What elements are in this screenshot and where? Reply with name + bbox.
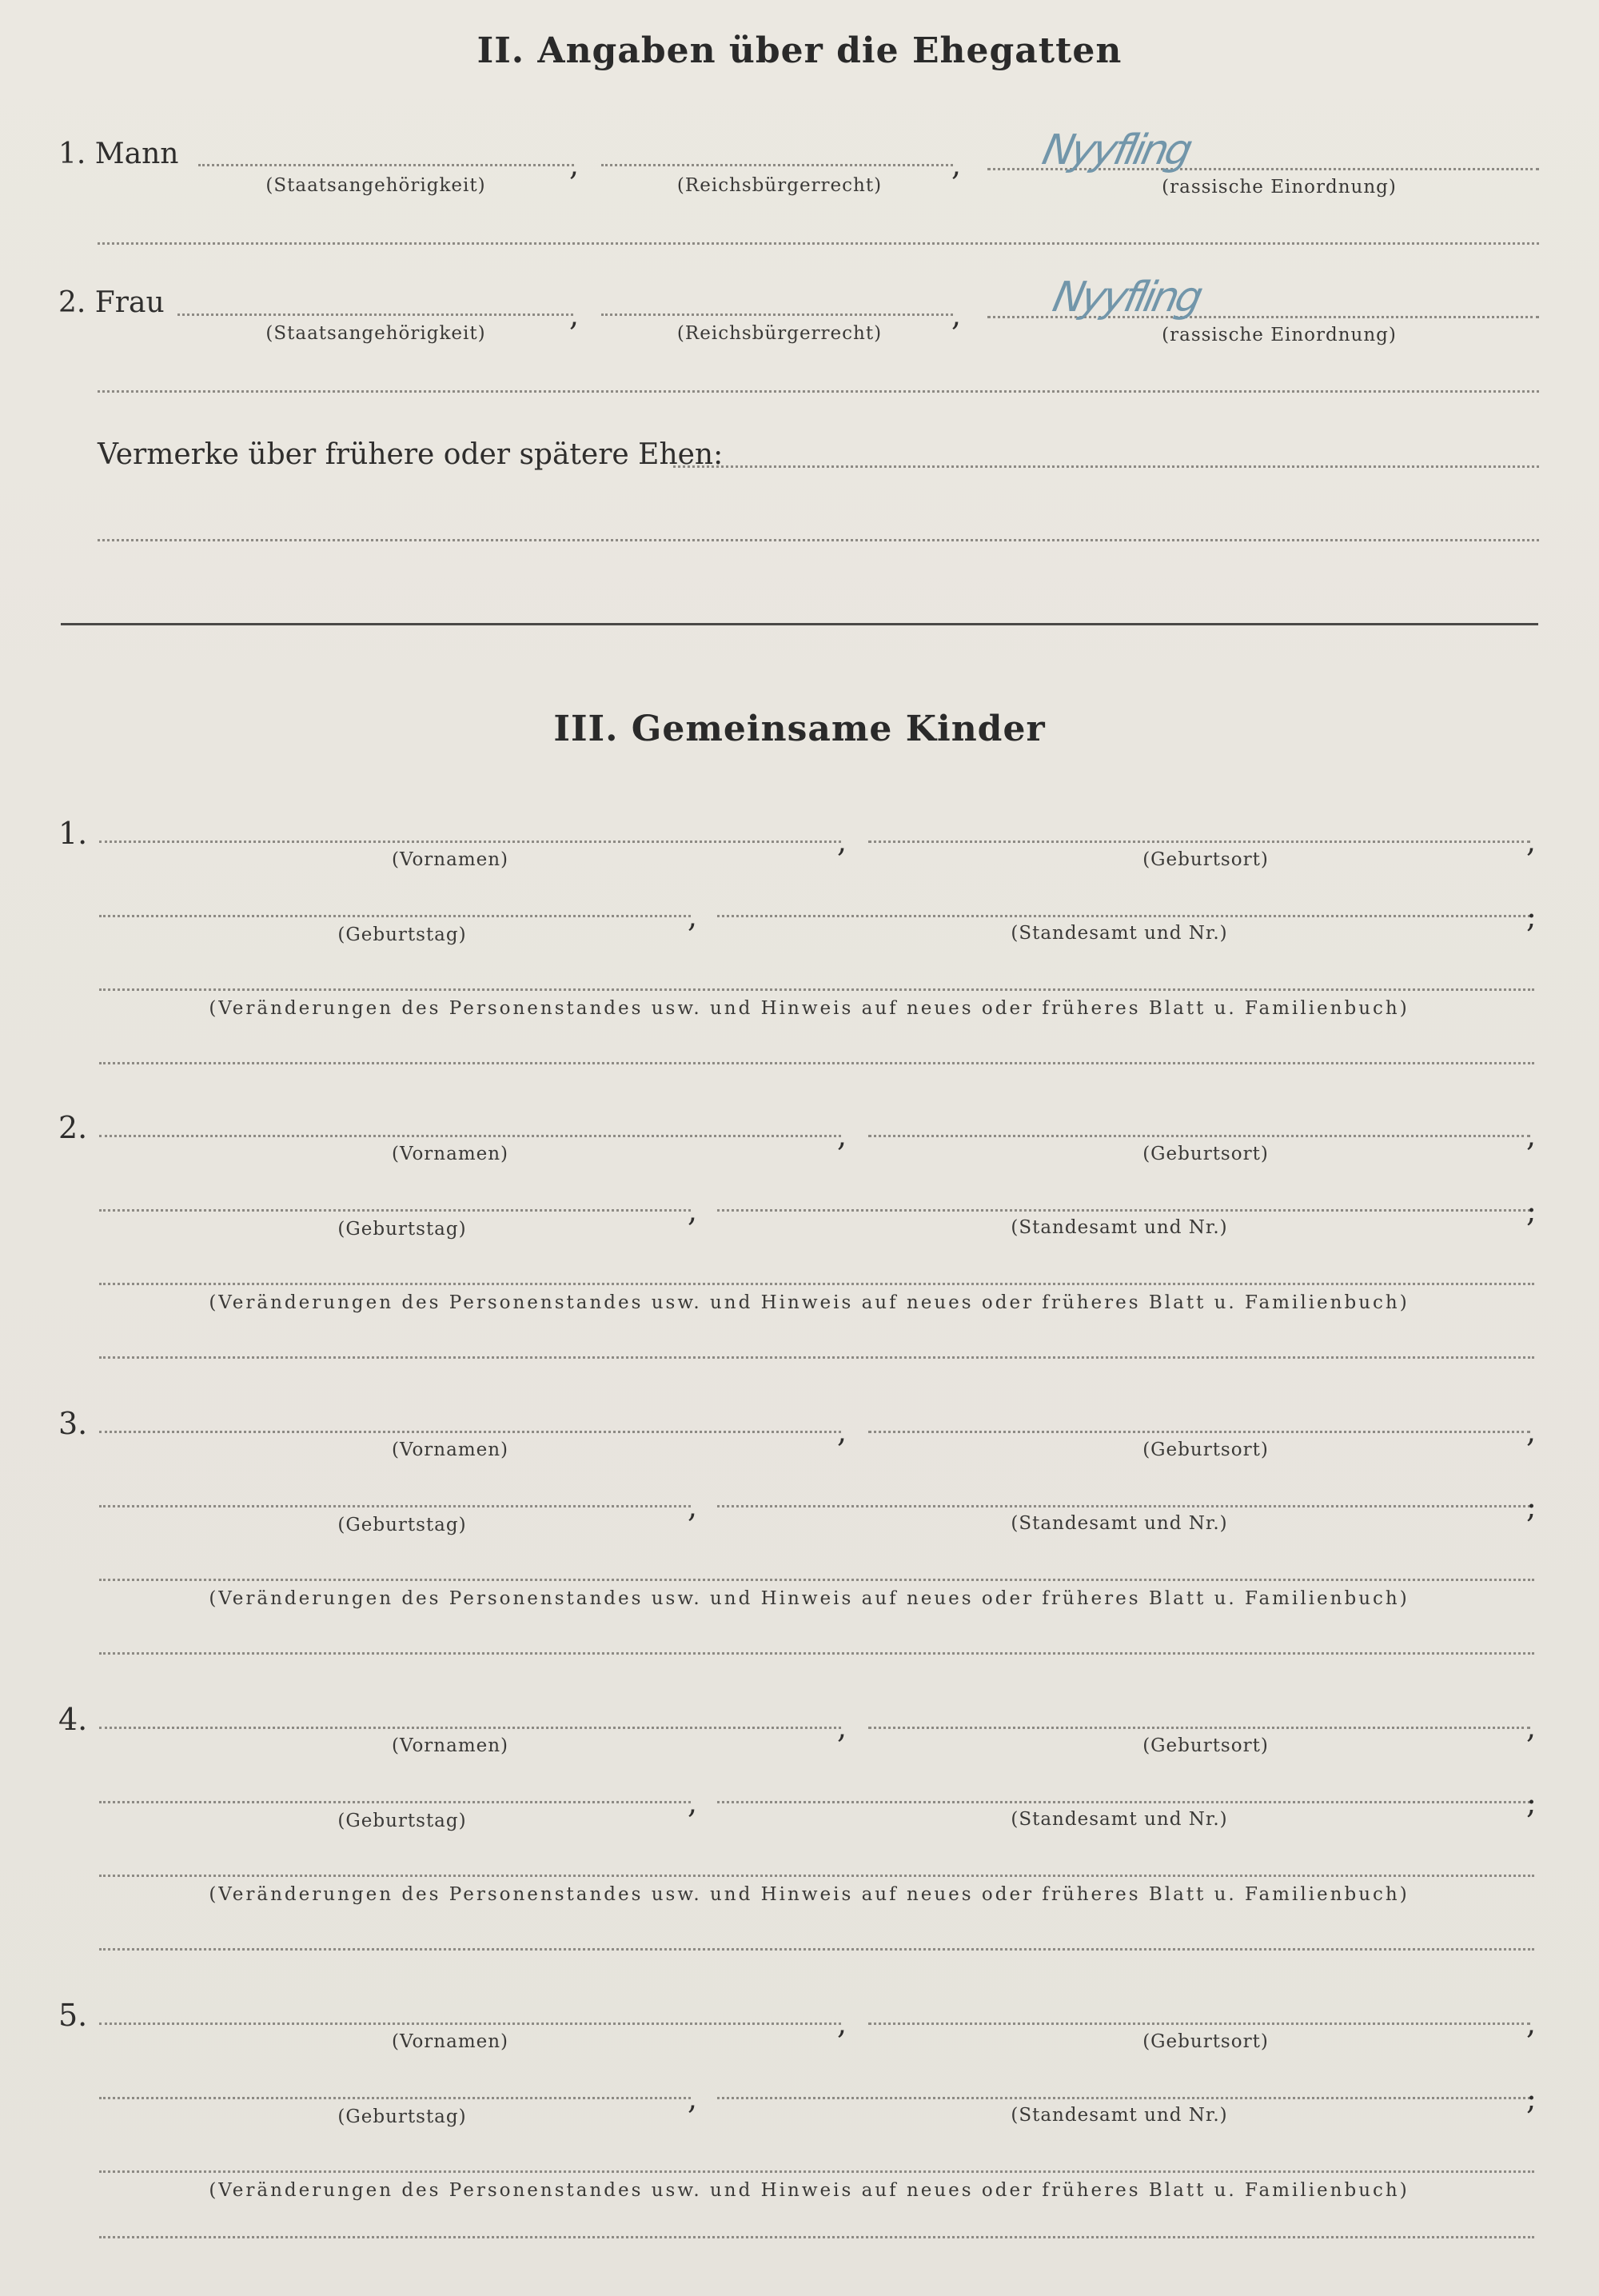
veraenderungen-field[interactable] xyxy=(99,988,1534,991)
caption-standesamt: (Standesamt und Nr.) xyxy=(1011,923,1228,944)
geburtsort-field[interactable] xyxy=(868,2022,1530,2025)
caption-rassische-einordnung: (rassische Einordnung) xyxy=(1162,177,1397,198)
comma: , xyxy=(688,1193,698,1228)
caption-staatsangehoerigkeit: (Staatsangehörigkeit) xyxy=(265,175,486,196)
comma: , xyxy=(1526,1710,1537,1745)
vornamen-field[interactable] xyxy=(99,1135,841,1137)
caption-veraenderungen: (Veränderungen des Personenstandes usw. und Hinweis auf neues oder früheres Blatt u. Familienbuch) xyxy=(209,998,1410,1019)
geburtstag-field[interactable] xyxy=(99,915,691,917)
vornamen-field[interactable] xyxy=(99,2022,841,2025)
comma: , xyxy=(1526,1118,1537,1153)
geburtsort-field[interactable] xyxy=(868,841,1530,843)
caption-vornamen: (Vornamen) xyxy=(391,849,509,870)
mann-label: 1. Mann xyxy=(58,138,179,170)
caption-veraenderungen: (Veränderungen des Personenstandes usw. und Hinweis auf neues oder früheres Blatt u. Familienbuch) xyxy=(209,2180,1410,2201)
child-number: 1. xyxy=(58,816,88,851)
semicolon: ; xyxy=(1526,1193,1537,1228)
caption-vornamen: (Vornamen) xyxy=(391,2031,509,2052)
vornamen-field[interactable] xyxy=(99,1727,841,1729)
geburtsort-field[interactable] xyxy=(868,1135,1530,1137)
comma: , xyxy=(688,1785,698,1820)
geburtsort-field[interactable] xyxy=(868,1431,1530,1433)
comma: , xyxy=(951,297,962,333)
caption-geburtsort: (Geburtsort) xyxy=(1142,1144,1269,1164)
vornamen-field[interactable] xyxy=(99,841,841,843)
caption-standesamt: (Standesamt und Nr.) xyxy=(1011,1809,1228,1830)
caption-geburtstag: (Geburtstag) xyxy=(337,1811,467,1831)
section-divider xyxy=(61,623,1538,625)
mann-extra-line[interactable] xyxy=(98,242,1539,245)
vermerke-field[interactable] xyxy=(673,465,1539,468)
extra-line[interactable] xyxy=(99,1356,1534,1359)
geburtstag-field[interactable] xyxy=(99,1505,691,1507)
caption-staatsangehoerigkeit: (Staatsangehörigkeit) xyxy=(265,323,486,344)
child-number: 3. xyxy=(58,1406,88,1441)
comma: , xyxy=(688,2081,698,2116)
caption-standesamt: (Standesamt und Nr.) xyxy=(1011,1513,1228,1534)
veraenderungen-field[interactable] xyxy=(99,1579,1534,1581)
comma: , xyxy=(837,1118,847,1153)
standesamt-field[interactable] xyxy=(717,2097,1530,2099)
caption-reichsbuergerrecht: (Reichsbürgerrecht) xyxy=(676,175,883,196)
caption-standesamt: (Standesamt und Nr.) xyxy=(1011,2105,1228,2126)
caption-geburtstag: (Geburtstag) xyxy=(337,1219,467,1240)
caption-veraenderungen: (Veränderungen des Personenstandes usw. und Hinweis auf neues oder früheres Blatt u. Familienbuch) xyxy=(209,1884,1410,1905)
vornamen-field[interactable] xyxy=(99,1431,841,1433)
semicolon: ; xyxy=(1526,1489,1537,1524)
child-number: 5. xyxy=(58,1998,88,2033)
frau-label: 2. Frau xyxy=(58,286,165,319)
caption-geburtstag: (Geburtstag) xyxy=(337,924,467,945)
caption-geburtsort: (Geburtsort) xyxy=(1142,849,1269,870)
extra-line[interactable] xyxy=(99,1652,1534,1655)
caption-reichsbuergerrecht: (Reichsbürgerrecht) xyxy=(676,323,883,344)
semicolon: ; xyxy=(1526,1785,1537,1820)
comma: , xyxy=(1526,1414,1537,1449)
comma: , xyxy=(837,824,847,859)
semicolon: ; xyxy=(1526,899,1537,934)
mann-staatsangehoerigkeit-field[interactable] xyxy=(198,164,574,166)
comma: , xyxy=(837,2006,847,2041)
caption-geburtstag: (Geburtstag) xyxy=(337,2106,467,2127)
extra-line[interactable] xyxy=(99,1062,1534,1064)
caption-geburtsort: (Geburtsort) xyxy=(1142,1735,1269,1756)
standesamt-field[interactable] xyxy=(717,1505,1530,1507)
frau-handwriting: Nyyfling xyxy=(1048,274,1205,321)
vermerke-label: Vermerke über frühere oder spätere Ehen: xyxy=(98,438,724,471)
standesamt-field[interactable] xyxy=(717,915,1530,917)
section-title-ehegatten: II. Angaben über die Ehegatten xyxy=(477,30,1122,71)
vermerke-extra-line[interactable] xyxy=(98,539,1539,541)
veraenderungen-field[interactable] xyxy=(99,1283,1534,1285)
mann-handwriting: Nyyfling xyxy=(1038,126,1194,174)
semicolon: ; xyxy=(1526,2081,1537,2116)
child-number: 2. xyxy=(58,1110,88,1145)
caption-veraenderungen: (Veränderungen des Personenstandes usw. und Hinweis auf neues oder früheres Blatt u. Familienbuch) xyxy=(209,1292,1410,1313)
frau-staatsangehoerigkeit-field[interactable] xyxy=(177,313,573,316)
veraenderungen-field[interactable] xyxy=(99,2170,1534,2173)
comma: , xyxy=(688,899,698,934)
extra-line[interactable] xyxy=(99,1948,1534,1951)
comma: , xyxy=(569,297,580,333)
caption-geburtsort: (Geburtsort) xyxy=(1142,1439,1269,1460)
standesamt-field[interactable] xyxy=(717,1209,1530,1212)
comma: , xyxy=(837,1710,847,1745)
caption-vornamen: (Vornamen) xyxy=(391,1735,509,1756)
frau-extra-line[interactable] xyxy=(98,390,1539,393)
caption-standesamt: (Standesamt und Nr.) xyxy=(1011,1217,1228,1238)
comma: , xyxy=(688,1489,698,1524)
comma: , xyxy=(1526,824,1537,859)
standesamt-field[interactable] xyxy=(717,1801,1530,1803)
caption-rassische-einordnung: (rassische Einordnung) xyxy=(1162,325,1397,345)
comma: , xyxy=(837,1414,847,1449)
caption-geburtstag: (Geburtstag) xyxy=(337,1515,467,1535)
caption-vornamen: (Vornamen) xyxy=(391,1439,509,1460)
section-title-kinder: III. Gemeinsame Kinder xyxy=(553,709,1046,749)
caption-veraenderungen: (Veränderungen des Personenstandes usw. und Hinweis auf neues oder früheres Blatt u. Familienbuch) xyxy=(209,1588,1410,1609)
geburtstag-field[interactable] xyxy=(99,1209,691,1212)
geburtstag-field[interactable] xyxy=(99,2097,691,2099)
frau-reichsbuergerrecht-field[interactable] xyxy=(601,313,953,316)
geburtstag-field[interactable] xyxy=(99,1801,691,1803)
comma: , xyxy=(951,147,962,182)
caption-vornamen: (Vornamen) xyxy=(391,1144,509,1164)
comma: , xyxy=(1526,2006,1537,2041)
mann-reichsbuergerrecht-field[interactable] xyxy=(601,164,953,166)
child-number: 4. xyxy=(58,1702,88,1737)
extra-line[interactable] xyxy=(99,2236,1534,2238)
geburtsort-field[interactable] xyxy=(868,1727,1530,1729)
comma: , xyxy=(569,147,580,182)
veraenderungen-field[interactable] xyxy=(99,1875,1534,1877)
caption-geburtsort: (Geburtsort) xyxy=(1142,2031,1269,2052)
